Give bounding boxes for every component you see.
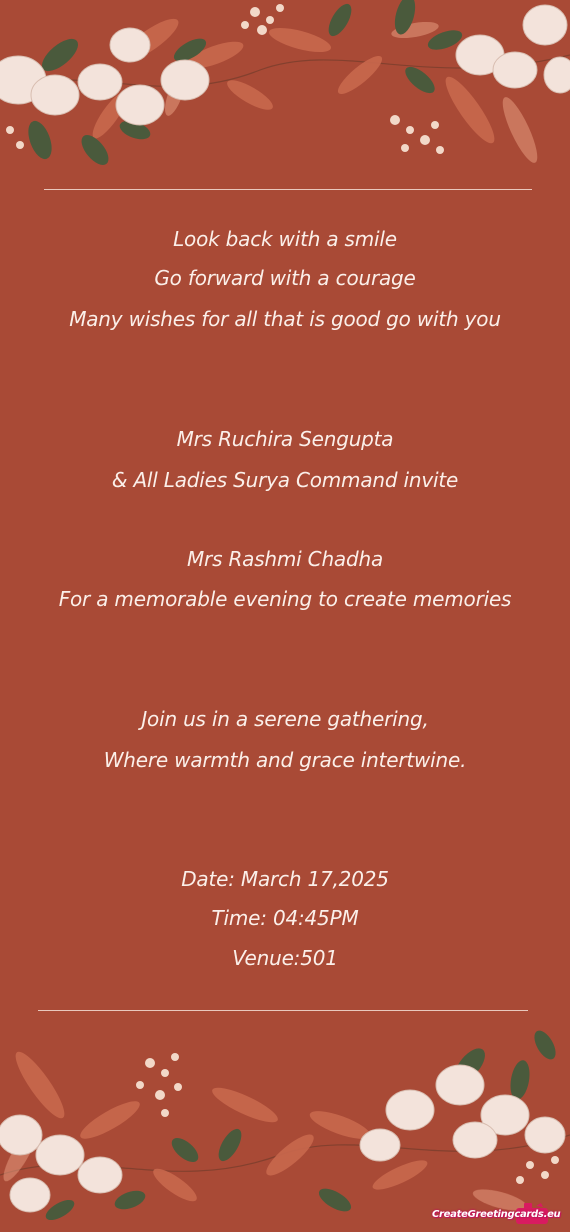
host-name: Mrs Ruchira Sengupta (176, 427, 394, 451)
floral-garland-bottom (0, 1025, 570, 1232)
message-line-2: Go forward with a courage (154, 266, 416, 290)
floral-garland-top (0, 0, 570, 185)
gathering-line-2: Where warmth and grace intertwine. (103, 748, 467, 772)
guest-name: Mrs Rashmi Chadha (186, 547, 384, 571)
divider-top (44, 189, 532, 190)
event-date: Date: March 17,2025 (181, 867, 389, 891)
gathering-line-1: Join us in a serene gathering, (141, 707, 429, 731)
occasion-line: For a memorable evening to create memories (58, 587, 512, 611)
watermark-logo (428, 1202, 564, 1228)
divider-bottom (38, 1010, 528, 1011)
message-line-3: Many wishes for all that is good go with you (69, 307, 501, 331)
event-venue: Venue:501 (232, 946, 338, 970)
message-line-1: Look back with a smile (173, 227, 397, 251)
watermark-text: CreateGreetingcards.eu (432, 1209, 561, 1220)
event-time: Time: 04:45PM (211, 906, 359, 930)
host-invite-line: & All Ladies Surya Command invite (111, 468, 459, 492)
